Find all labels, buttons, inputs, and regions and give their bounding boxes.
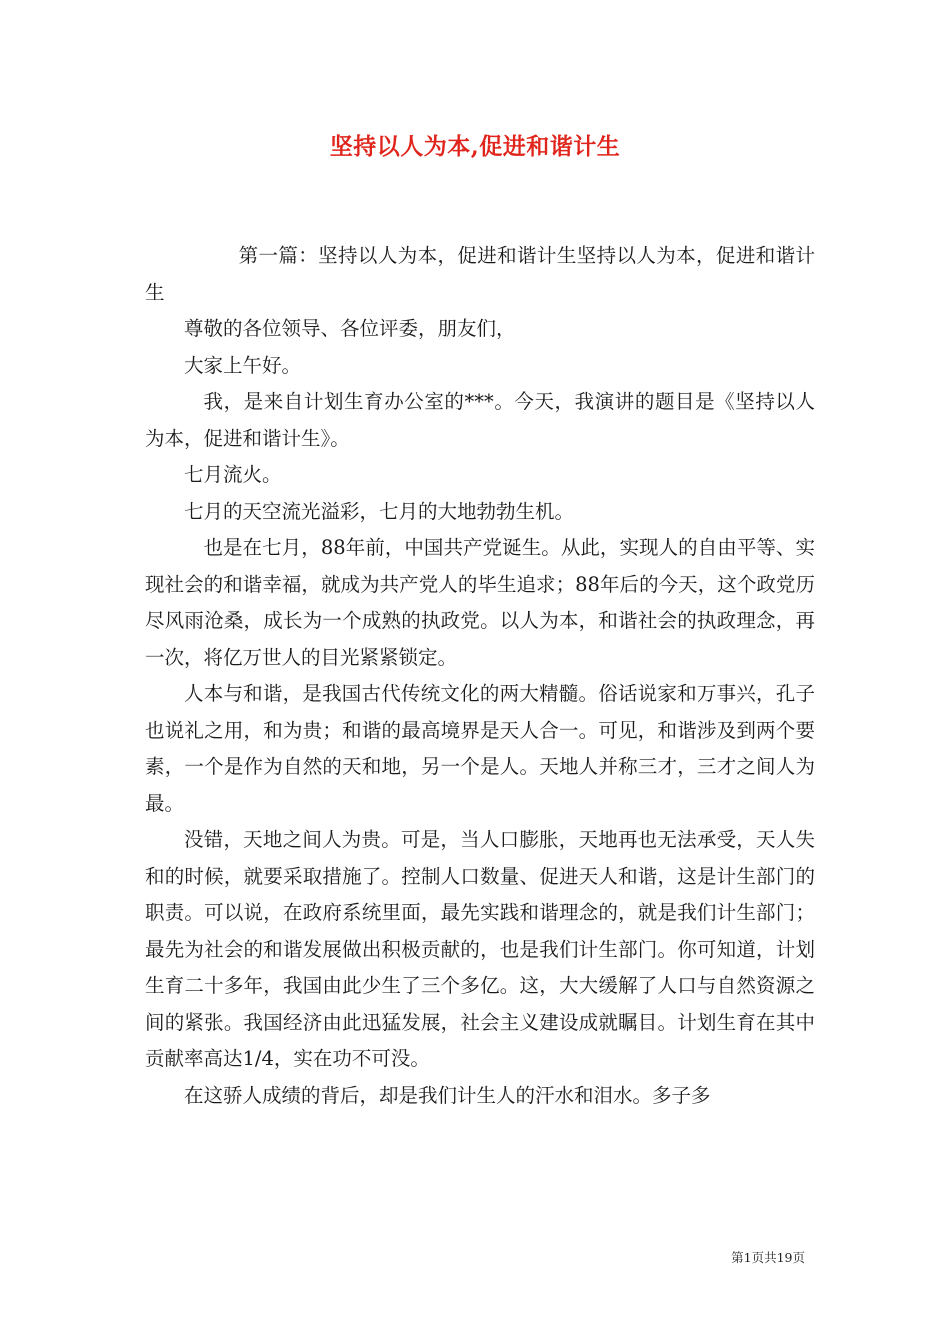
paragraph: 七月的天空流光溢彩，七月的大地勃勃生机。 — [184, 499, 575, 523]
document-title: 坚持以人为本,促进和谐计生 — [329, 133, 621, 160]
paragraph: 在这骄人成绩的背后，却是我们计生人的汗水和泪水。多子多 — [184, 1083, 711, 1107]
paragraph: 人本与和谐，是我国古代传统文化的两大精髓。俗话说家和万事兴，孔子也说礼之用，和为贵；和谐的最高境界是天人合一。可见，和谐涉及到两个要素，一个是作为自然的天和地，另一个是人。天地人并称三才，三才之间人为最。 — [145, 682, 815, 815]
paragraph: 尊敬的各位领导、各位评委，朋友们， — [184, 317, 516, 340]
paragraph: 第一篇：坚持以人为本，促进和谐计生坚持以人为本，促进和谐计生 — [145, 244, 815, 304]
paragraph: 大家上午好。 — [184, 353, 302, 377]
paragraph: 没错，天地之间人为贵。可是，当人口膨胀，天地再也无法承受，天人失和的时候，就要采取措施了。控制人口数量、促进天人和谐，这是计生部门的职责。可以说，在政府系统里面，最先实践和谐理念的，就是我们计生部门；最先为社会的和谐发展做出积极贡献的，也是我们计生部门。你可知道，计划生育二十多年，我国由此少生了三个多亿。这，大大缓解了人口与自然资源之间的紧张。我国经济由此迅猛发展，社会主义建设成就瞩目。计划生育在其中贡献率高达1/4，实在功不可没。 — [145, 828, 815, 1070]
document-body — [145, 238, 815, 1114]
paragraph: 七月流火。 — [184, 463, 282, 486]
page-number-footer: 第1页共19页 — [731, 1250, 805, 1265]
paragraph: 也是在七月，88年前，中国共产党诞生。从此，实现人的自由平等、实现社会的和谐幸福，就成为共产党人的毕生追求；88年后的今天，这个政党历尽风雨沧桑，成长为一个成熟的执政党。以人为本，和谐社会的执政理念，再一次，将亿万世人的目光紧紧锁定。 — [145, 536, 815, 669]
paragraph: 我，是来自计划生育办公室的***。今天，我演讲的题目是《坚持以人为本，促进和谐计生》。 — [145, 390, 815, 450]
